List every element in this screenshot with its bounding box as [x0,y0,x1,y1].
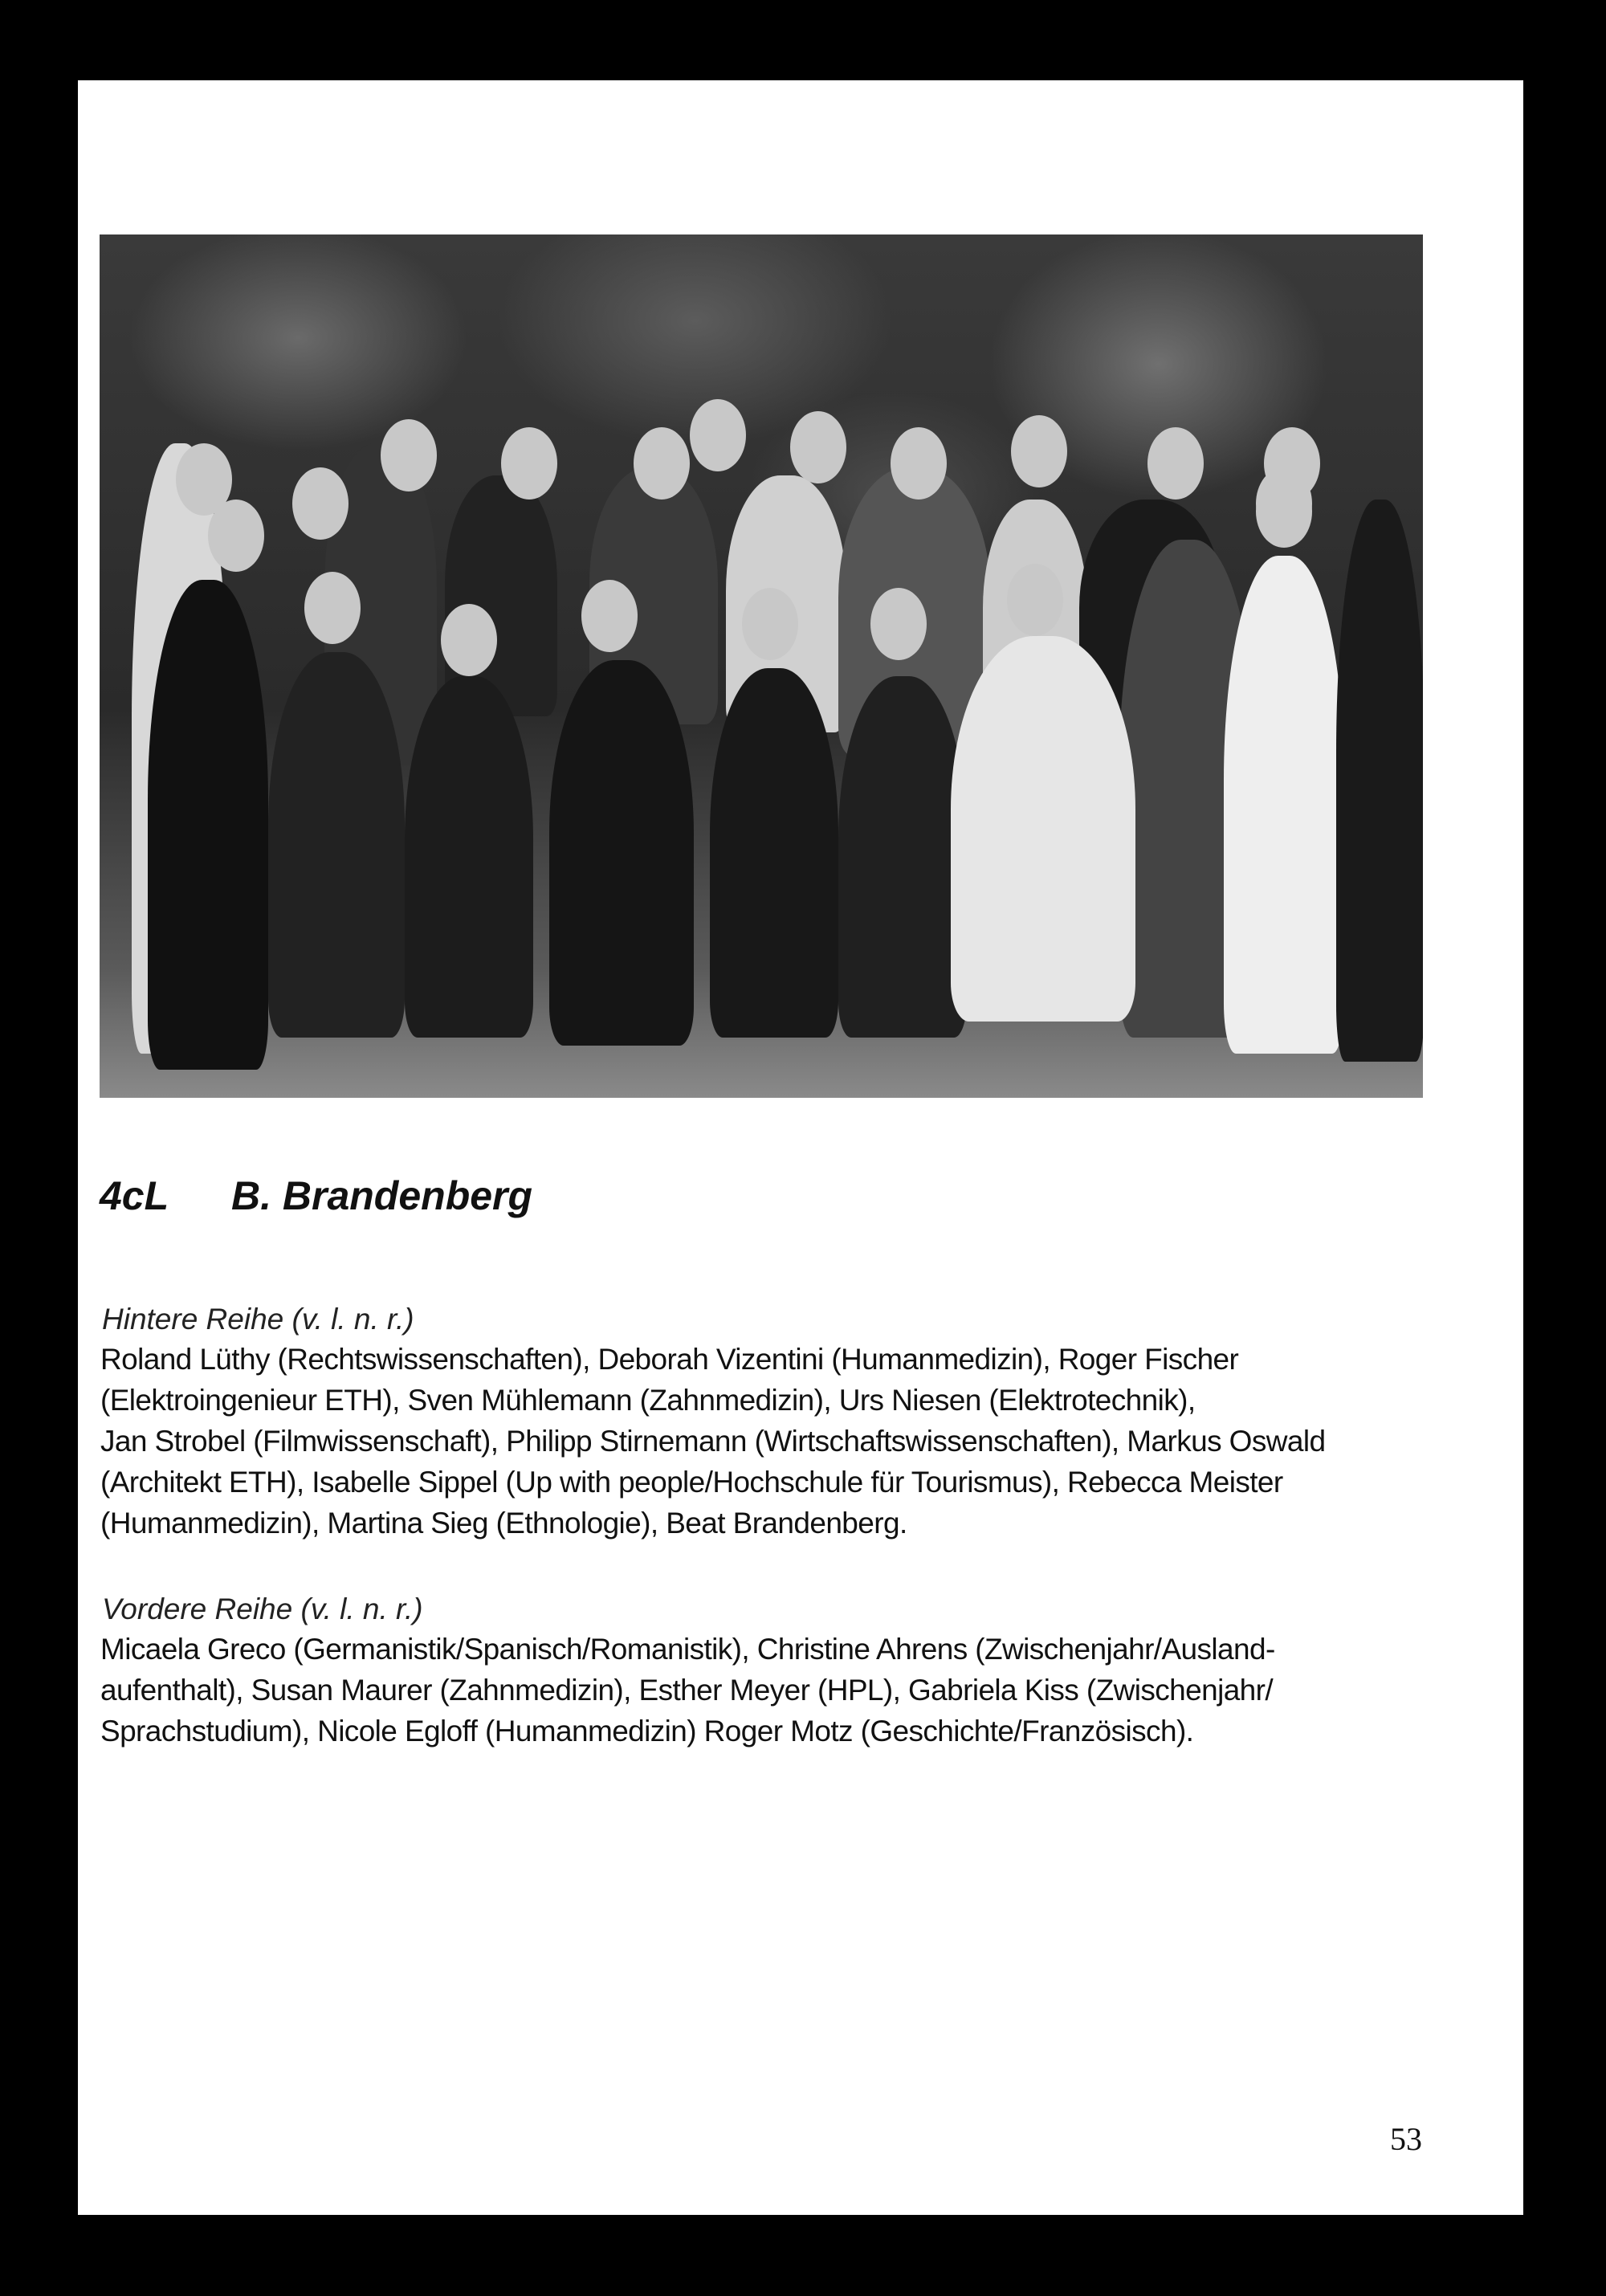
teacher-name: B. Brandenberg [231,1173,533,1218]
face [790,411,846,483]
figure [148,580,268,1070]
face [870,588,927,660]
face [381,419,437,491]
back-row-label: Hintere Reihe (v. l. n. r.) [102,1303,414,1336]
face [441,604,497,676]
figure [549,660,694,1046]
figure [405,676,533,1038]
face [292,467,349,540]
face [501,427,557,500]
face [690,399,746,471]
face [304,572,361,644]
face [1007,564,1063,636]
front-row-line: Sprachstudium), Nicole Egloff (Humanmedizin) Roger Motz (Geschichte/Französisch). [100,1715,1194,1747]
figure [951,636,1135,1022]
face [634,427,690,500]
face [208,500,264,572]
figure [1224,556,1344,1054]
front-row-line: Micaela Greco (Germanistik/Spanisch/Romanistik), Christine Ahrens (Zwischenjahr/Ausland- [100,1633,1275,1666]
figure [268,652,405,1038]
face [1147,427,1204,500]
back-row-line: (Architekt ETH), Isabelle Sippel (Up with people/Hochschule für Tourismus), Rebecca Meister [100,1466,1283,1499]
face [1011,415,1067,487]
document-page [78,80,1523,2215]
figure [1336,500,1423,1062]
face [581,580,638,652]
back-row-line: (Humanmedizin), Martina Sieg (Ethnologie), Beat Brandenberg. [100,1507,907,1540]
figure [838,676,967,1038]
front-row-label: Vordere Reihe (v. l. n. r.) [102,1593,423,1625]
face [742,588,798,660]
face [891,427,947,500]
class-group-photo [100,234,1423,1098]
back-row-line: Roland Lüthy (Rechtswissenschaften), Deborah Vizentini (Humanmedizin), Roger Fischer [100,1343,1239,1376]
back-row-line: (Elektroingenieur ETH), Sven Mühlemann (Zahnmedizin), Urs Niesen (Elektrotechnik), [100,1384,1196,1417]
figure [710,668,838,1038]
class-code: 4cL [100,1173,169,1218]
front-row-line: aufenthalt), Susan Maurer (Zahnmedizin), Esther Meyer (HPL), Gabriela Kiss (Zwischenjahr/ [100,1674,1274,1707]
back-row-line: Jan Strobel (Filmwissenschaft), Philipp Stirnemann (Wirtschaftswissenschaften), Markus Oswald [100,1425,1326,1458]
page-number: 53 [1390,2121,1422,2157]
face [1256,475,1312,548]
